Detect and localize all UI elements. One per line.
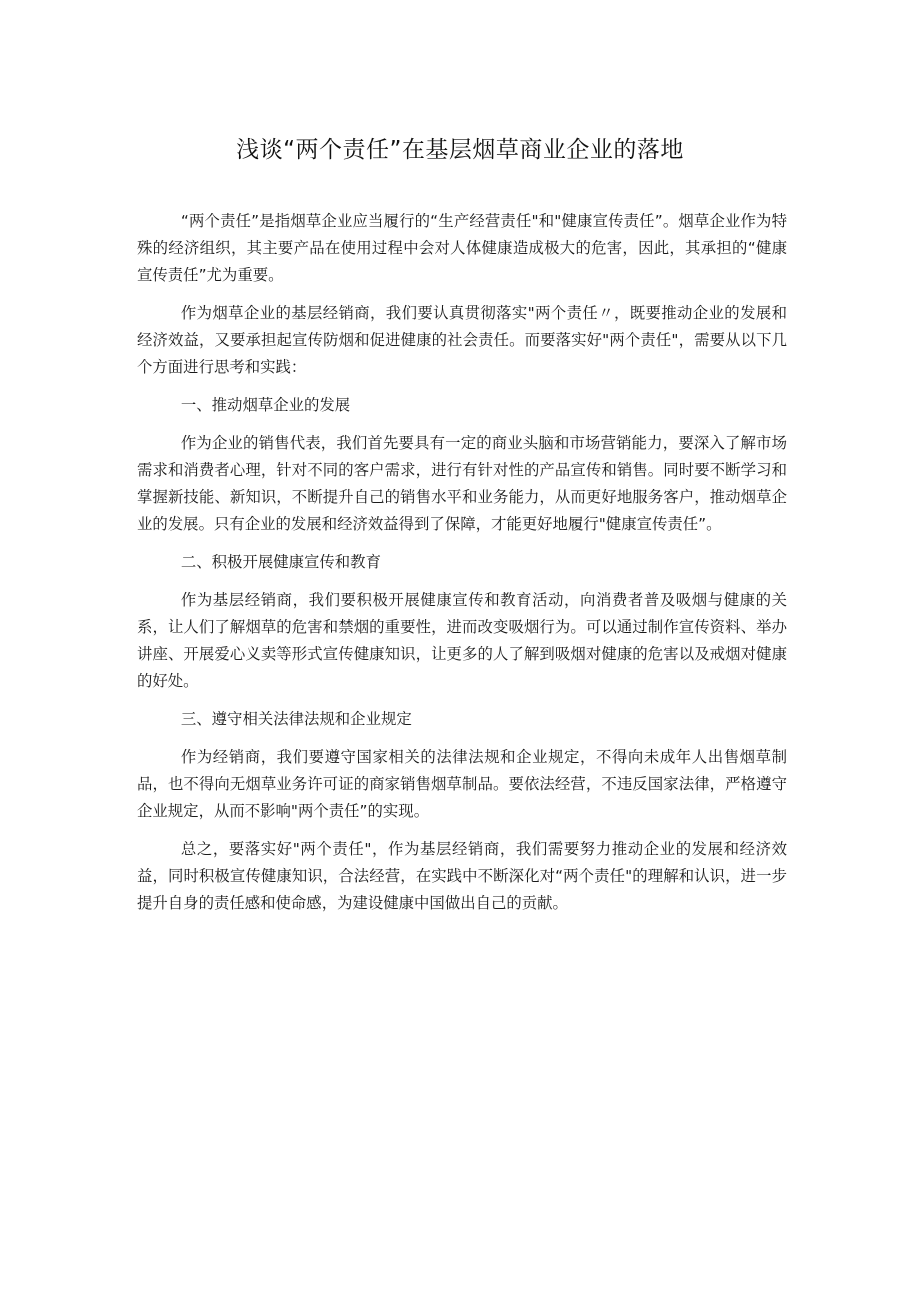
section-heading-3: 三、遵守相关法律法规和企业规定 (180, 710, 412, 728)
paragraph-overview: 作为烟草企业的基层经销商，我们要认真贯彻落实"两个责任〃，既要推动企业的发展和经济效益，又要承担起宣传防烟和促进健康的社会责任。而要落实好"两个责任"，需要从以下几个方面进行思考和实践： (137, 304, 787, 376)
paragraph-section-1: 作为企业的销售代表，我们首先要具有一定的商业头脑和市场营销能力，要深入了解市场需求和消费者心理，针对不同的客户需求，进行有针对性的产品宣传和销售。同时要不断学习和掌握新技能、新知识，不断提升自己的销售水平和业务能力，从而更好地服务客户，推动烟草企业的发展。只有企业的发展和经济效益得到了保障，才能更好地履行"健康宣传责任”。 (137, 434, 787, 533)
paragraph-conclusion: 总之，要落实好"两个责任"，作为基层经销商，我们需要努力推动企业的发展和经济效益，同时积极宣传健康知识，合法经营，在实践中不断深化对“两个责任"的理解和认识，进一步提升自身的责任感和使命感，为建设健康中国做出自己的贡献。 (137, 840, 787, 912)
section-heading-1: 一、推动烟草企业的发展 (180, 396, 351, 414)
paragraph-intro: “两个责任”是指烟草企业应当履行的“生产经营责任"和"健康宣传责任”。烟草企业作为特殊的经济组织，其主要产品在使用过程中会对人体健康造成极大的危害，因此，其承担的“健康宣传责任”尤为重要。 (137, 212, 787, 284)
document-body (137, 208, 787, 928)
section-heading-2: 二、积极开展健康宣传和教育 (180, 553, 381, 571)
paragraph-section-3: 作为经销商，我们要遵守国家相关的法律法规和企业规定，不得向未成年人出售烟草制品，也不得向无烟草业务许可证的商家销售烟草制品。要依法经营，不违反国家法律，严格遵守企业规定，从而不影响"两个责任”的实现。 (137, 748, 787, 820)
document-title: 浅谈“两个责任”在基层烟草商业企业的落地 (236, 137, 684, 163)
paragraph-section-2: 作为基层经销商，我们要积极开展健康宣传和教育活动，向消费者普及吸烟与健康的关系，让人们了解烟草的危害和禁烟的重要性，进而改变吸烟行为。可以通过制作宣传资料、举办讲座、开展爱心义卖等形式宣传健康知识，让更多的人了解到吸烟对健康的危害以及戒烟对健康的好处。 (137, 591, 787, 690)
